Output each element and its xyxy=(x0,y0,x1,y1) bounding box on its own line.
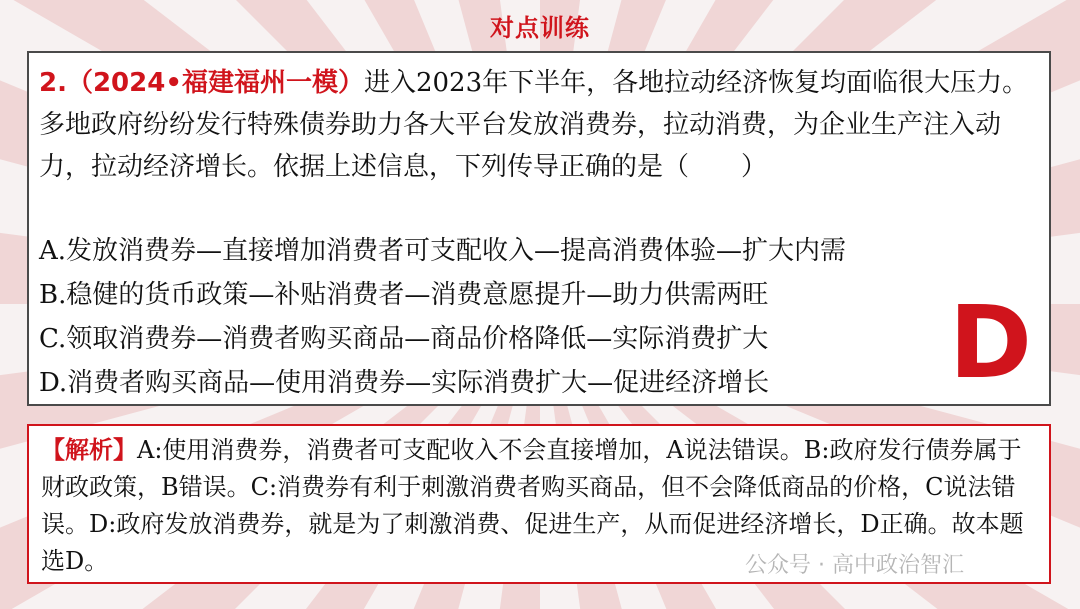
question-box xyxy=(27,51,1051,406)
question-text xyxy=(39,62,1039,188)
analysis-body: A:使用消费券，消费者可支配收入不会直接增加，A说法错误。B:政府发行债券属于财政政策，B错误。C:消费券有利于刺激消费者购买商品，但不会降低商品的价格，C说法错误。D:政府发放消费券，就是为了刺激消费、促进生产，从而促进经济增长，D正确。故本题选D。 xyxy=(41,436,1024,575)
question-source: 2.（2024•福建福州一模） xyxy=(39,68,364,98)
question-stem: 进入2023年下半年，各地拉动经济恢复均面临很大压力。多地政府纷纷发行特殊债券助力各大平台发放消费券，拉动消费，为企业生产注入动力，拉动经济增长。依据上述信息，下列传导正确的是（ ） xyxy=(39,68,1029,182)
analysis-tag: 【解析】 xyxy=(41,436,137,464)
answer-letter: D xyxy=(949,284,1033,401)
slide-title: 对点训练 xyxy=(490,14,590,42)
option-a: A.发放消费券—直接增加消费者可支配收入—提高消费体验—扩大内需 xyxy=(39,236,847,266)
watermark: 公众号 · 高中政治智汇 xyxy=(745,553,964,578)
option-d: D.消费者购买商品—使用消费券—实际消费扩大—促进经济增长 xyxy=(39,368,770,398)
option-list xyxy=(39,229,1039,405)
option-b: B.稳健的货币政策—补贴消费者—消费意愿提升—助力供需两旺 xyxy=(39,280,769,310)
option-c: C.领取消费券—消费者购买商品—商品价格降低—实际消费扩大 xyxy=(39,324,769,354)
